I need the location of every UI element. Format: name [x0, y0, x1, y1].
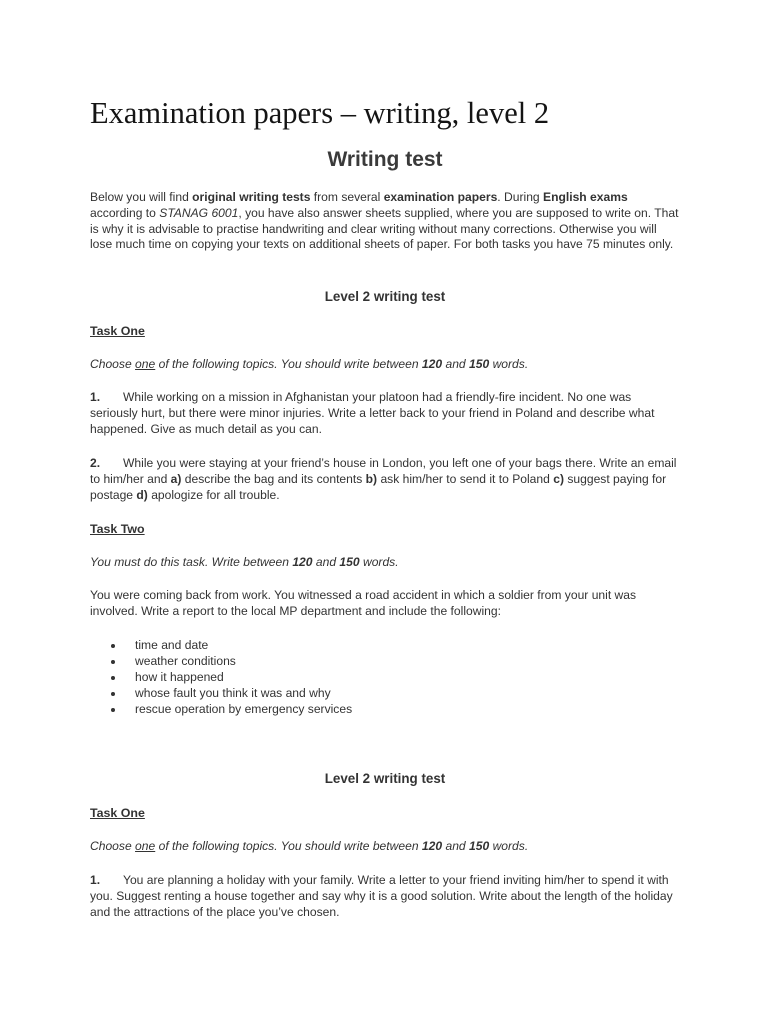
task-one-heading: Task One — [90, 324, 145, 338]
topic-number: 2. — [90, 456, 101, 470]
requirement-item — [90, 685, 352, 701]
topic-text: You are planning a holiday with your family. Write a letter to your friend inviting him/her to spend it with you. Suggest renting a house together and say why it is a good solution. Write about the length of the holiday and the attractions of the place you’ve chosen. — [90, 873, 673, 919]
intro-text: according to — [90, 205, 160, 220]
requirement-item — [90, 637, 352, 653]
topic-point-letter: c) — [553, 471, 564, 486]
intro-bold-text: original writing tests — [192, 190, 311, 204]
instruction-text: and — [442, 839, 470, 853]
intro-bold-text: examination papers — [383, 190, 498, 204]
task-one-instruction — [90, 357, 680, 373]
topic-text: ask him/her to send it to Poland — [377, 471, 554, 486]
intro-text: Below you will find — [90, 190, 193, 204]
requirement-text: how it happened — [135, 670, 224, 685]
bullet-icon — [111, 676, 115, 680]
instruction-text: words. — [359, 555, 399, 569]
instruction-underlined: one — [135, 839, 156, 853]
topic-text: While working on a mission in Afghanistan your platoon had a friendly-fire incident. No one was seriously hurt, but there were minor injuries. Write a letter back to your friend in Poland and describe what happened. Give as much detail as you can. — [90, 390, 655, 436]
topic-number: 1. — [90, 873, 101, 887]
topic-item — [90, 873, 680, 920]
word-count-min: 120 — [421, 357, 443, 371]
document-title: Examination papers – writing, level 2 — [90, 96, 550, 130]
topic-point-letter: b) — [365, 471, 378, 486]
instruction-text: of the following topics. You should write between — [155, 839, 422, 853]
task-two-body: You were coming back from work. You witnessed a road accident in which a soldier from your unit was involved. Write a report to the local MP department and include the following: — [90, 588, 637, 618]
topic-text: apologize for all trouble. — [147, 487, 280, 502]
task-one-instruction — [90, 839, 680, 855]
instruction-text: and — [442, 357, 470, 371]
intro-text: from several — [310, 190, 384, 204]
topic-point-letter: d) — [136, 487, 148, 502]
topic-text: describe the bag and its contents — [181, 471, 366, 486]
word-count-min: 120 — [421, 839, 443, 853]
document-subtitle: Writing test — [327, 148, 443, 171]
task-two-instruction — [90, 555, 680, 571]
word-count-max: 150 — [469, 357, 490, 371]
requirement-text: rescue operation by emergency services — [135, 702, 353, 717]
bullet-icon — [111, 708, 115, 712]
section-heading: Level 2 writing test — [324, 289, 446, 304]
section-heading: Level 2 writing test — [324, 771, 446, 786]
intro-italic-text: STANAG 6001 — [159, 205, 239, 220]
requirement-text: weather conditions — [135, 654, 236, 669]
topic-point-letter: a) — [170, 471, 182, 486]
word-count-max: 150 — [469, 839, 490, 853]
requirements-list — [90, 637, 352, 717]
requirement-item — [90, 653, 352, 669]
requirement-item — [90, 669, 352, 685]
intro-paragraph — [90, 190, 680, 253]
intro-bold-text: English exams — [543, 190, 628, 204]
instruction-text: of the following topics. You should write between — [155, 357, 422, 371]
topic-text: suggest paying for postage — [90, 471, 667, 502]
instruction-text: You must do this task. Write between — [90, 555, 293, 569]
topic-item — [90, 390, 680, 437]
intro-text: , you have also answer sheets supplied, where you are supposed to write on. That is why it is advisable to practise handwriting and clear writing without many corrections. Otherwise you will lose much time on copying your texts on additional sheets of paper. For both tasks you have 75 minutes only. — [90, 205, 679, 252]
bullet-icon — [111, 692, 115, 696]
instruction-underlined: one — [135, 357, 156, 371]
requirement-text: whose fault you think it was and why — [135, 686, 331, 701]
instruction-text: and — [312, 555, 340, 569]
instruction-text: words. — [489, 357, 529, 371]
topic-text: While you were staying at your friend’s house in London, you left one of your bags there. Write an email to him/her and — [90, 456, 677, 486]
instruction-text: Choose — [90, 839, 136, 853]
task-one-heading: Task One — [90, 806, 145, 820]
word-count-max: 150 — [339, 555, 360, 569]
topic-number: 1. — [90, 390, 101, 404]
bullet-icon — [111, 644, 115, 648]
requirement-text: time and date — [135, 638, 209, 652]
intro-text: . During — [497, 190, 544, 204]
instruction-text: words. — [489, 839, 529, 853]
bullet-icon — [111, 660, 115, 664]
word-count-min: 120 — [292, 555, 313, 569]
topic-item — [90, 456, 680, 503]
instruction-text: Choose — [90, 357, 136, 371]
task-two-heading: Task Two — [90, 522, 145, 536]
requirement-item — [90, 701, 352, 717]
